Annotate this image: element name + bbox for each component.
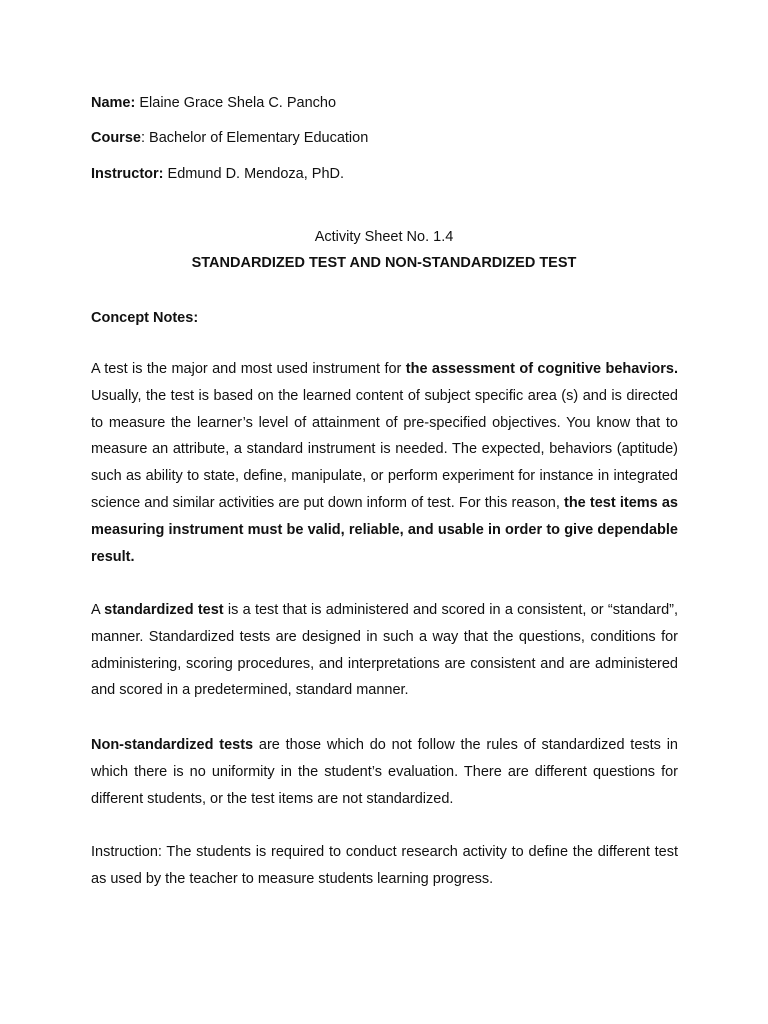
student-name-line <box>91 93 336 113</box>
paragraph-text: A test is the major and most used instrument for <box>91 361 406 377</box>
instructor-line <box>91 164 344 184</box>
course-value: : Bachelor of Elementary Education <box>140 130 369 146</box>
paragraph-emphasis: the test items as measuring instrument must be valid, reliable, and usable in order to give dependable result. <box>91 494 678 565</box>
paragraph-emphasis: the assessment of cognitive behaviors. <box>405 361 678 377</box>
paragraph-text: A <box>91 602 105 618</box>
concept-notes-heading: Concept Notes: <box>91 310 199 326</box>
course-label: Course <box>91 130 141 146</box>
paragraph-instruction: Instruction: The students is required to conduct research activity to define the different test as used by the teacher to measure students learning progress. <box>91 844 678 887</box>
paragraph-text: Usually, the test is based on the learned content of subject specific area (s) and is directed to measure the learner’s level of attainment of pre-specified objectives. You know that to measure an attribute, a standard instrument is needed. The expected, behaviors (aptitude) such as ability to state, define, manipulate, or perform experiment for instance in integrated science and similar activities are put down inform of test. For this reason, <box>91 387 678 511</box>
paragraph-emphasis: standardized test <box>104 602 224 618</box>
activity-title: STANDARDIZED TEST AND NON-STANDARDIZED TEST <box>191 255 577 271</box>
paragraph-test-definition <box>91 356 678 570</box>
instructor-value: Edmund D. Mendoza, PhD. <box>163 166 345 182</box>
name-label: Name: <box>91 95 136 111</box>
paragraph-text: are those which do not follow the rules of standardized tests in which there is no uniformity in the student’s evaluation. There are different questions for different students, or the test items are not standardized. <box>91 737 678 807</box>
name-value: Elaine Grace Shela C. Pancho <box>135 95 337 111</box>
paragraph-emphasis: Non-standardized tests <box>91 737 254 753</box>
instructor-label: Instructor: <box>91 166 164 182</box>
paragraph-text: is a test that is administered and scored in a consistent, or “standard”, manner. Standardized tests are designed in such a way that the questions, conditions for administering, scoring procedures, and interpretations are consistent and are administered and scored in a predetermined, standard manner. <box>91 602 678 699</box>
course-line <box>91 128 368 148</box>
paragraph-standardized-test <box>91 597 678 704</box>
activity-number: Activity Sheet No. 1.4 <box>314 229 454 245</box>
paragraph-non-standardized-tests <box>91 732 678 812</box>
